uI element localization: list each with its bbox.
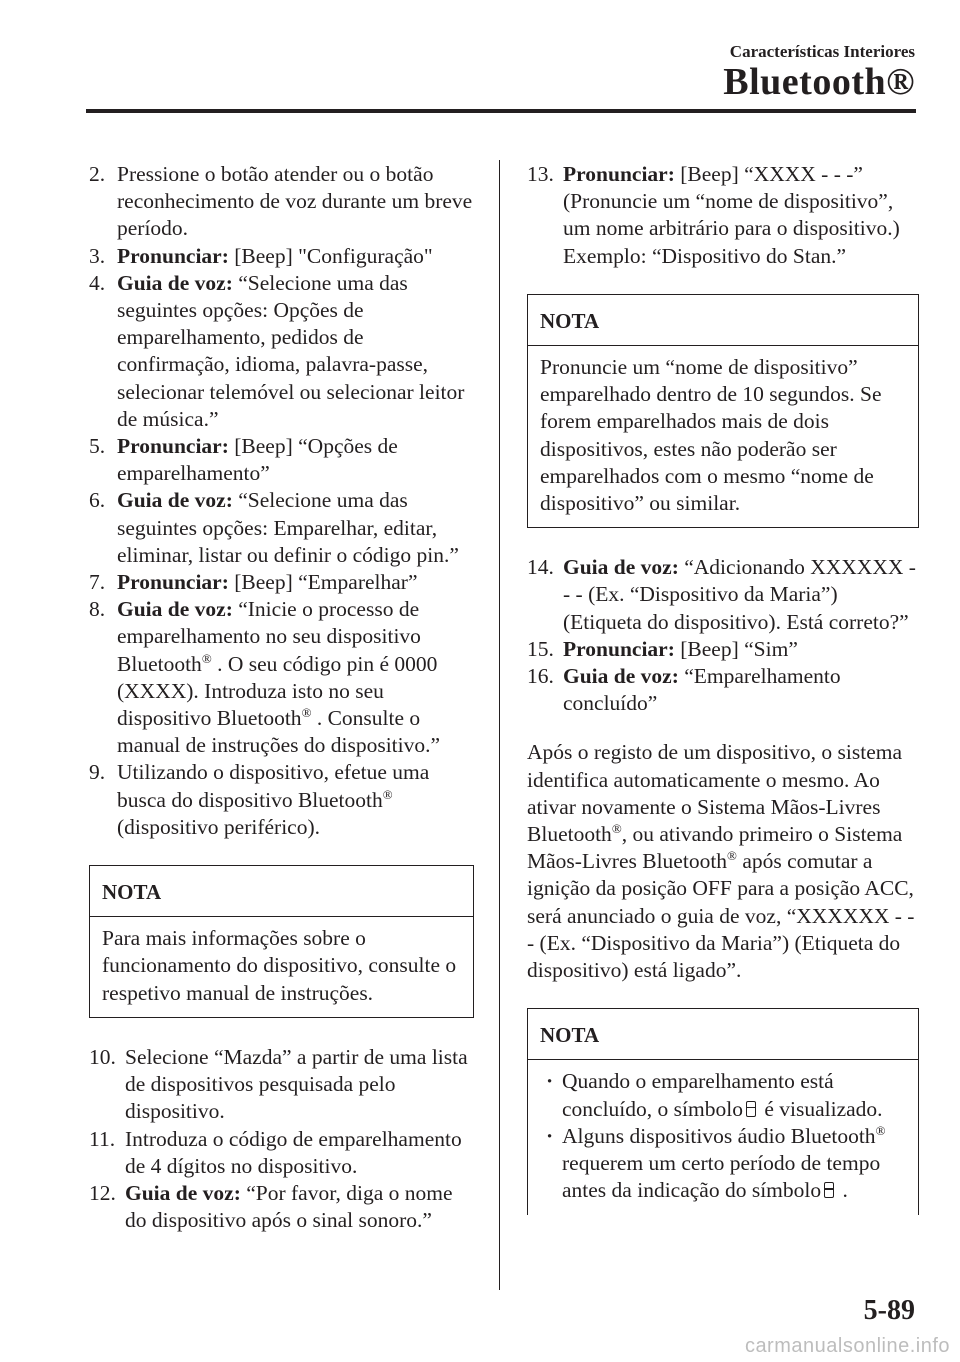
step-keyword: Guia de voz:: [563, 664, 679, 689]
note-body: Para mais informações sobre o funcionamento do dispositivo, consulte o respetivo manual de instruções.: [102, 926, 457, 1005]
step-text: [Beep] “Emparelhar”: [228, 570, 418, 595]
step-number: 13.: [527, 162, 554, 186]
step-keyword: Pronunciar:: [117, 243, 229, 268]
step-text: Introduza o código de emparelhamento de 4 dígitos no dispositivo.: [125, 1126, 462, 1178]
step-keyword: Guia de voz:: [563, 555, 679, 580]
header-rule: [86, 109, 916, 113]
step-11: [89, 1126, 474, 1180]
bullet-text: .: [837, 1178, 848, 1203]
step-text: . Consulte o manual de instruções do dispositivo.”: [117, 706, 441, 758]
paragraph: [527, 739, 919, 984]
step-text: “Emparelhamento concluído”: [563, 664, 841, 716]
bullet-text: Quando o emparelhamento está concluído, o símbolo: [562, 1069, 834, 1121]
step-8: [89, 596, 474, 759]
registered-mark: ®: [382, 786, 393, 802]
registered-mark: ®: [611, 821, 622, 837]
left-column: [89, 161, 474, 1234]
step-text: Pressione o botão atender ou o botão reconhecimento de voz durante um breve período.: [117, 162, 473, 241]
bullet-text: Alguns dispositivos áudio Bluetooth: [562, 1123, 876, 1148]
step-number: 7.: [89, 570, 106, 595]
step-keyword: Guia de voz:: [117, 597, 233, 622]
registered-mark: ®: [201, 650, 212, 666]
step-number: 2.: [89, 162, 106, 186]
right-column: [527, 161, 919, 1215]
step-text: “Inicie o processo de emparelhamento no seu dispositivo Bluetooth: [117, 597, 421, 676]
step-number: 8.: [89, 597, 106, 622]
step-13: [527, 161, 919, 270]
step-text: [Beep] "Configuração": [228, 243, 433, 268]
step-16: [527, 663, 919, 717]
step-number: 6.: [89, 488, 106, 513]
note-title: NOTA: [528, 295, 918, 346]
step-text: “Selecione uma das seguintes opções: Opções de emparelhamento, pedidos de confirmação, idioma, palavra-passe, selecionar telemóvel ou selecionar leitor de música.”: [117, 270, 465, 431]
watermark: carmanualsonline.info: [744, 1335, 950, 1357]
step-12: [89, 1180, 474, 1234]
step-keyword: Guia de voz:: [125, 1180, 241, 1205]
step-keyword: Guia de voz:: [117, 488, 233, 513]
step-7: [89, 569, 474, 596]
note-body: [528, 1060, 918, 1214]
step-number: 4.: [89, 270, 106, 295]
step-text: “Adicionando XXXXXX - - - (Ex. “Dispositivo da Maria”) (Etiqueta do dispositivo). Está correto?”: [563, 555, 916, 634]
step-text: (dispositivo periférico).: [117, 814, 321, 839]
step-number: 14.: [527, 555, 554, 580]
step-3: [89, 243, 474, 270]
page-number: 5-89: [863, 1295, 915, 1326]
step-text: “Selecione uma das seguintes opções: Emparelhar, editar, eliminar, listar ou definir o código pin.”: [117, 488, 459, 567]
step-text: [Beep] “Sim”: [674, 636, 798, 661]
step-number: 15.: [527, 636, 554, 661]
paragraph-text: , ou ativando primeiro o Sistema Mãos-Livres Bluetooth: [527, 822, 903, 874]
step-text: . O seu código pin é 0000 (XXXX). Introduza isto no seu dispositivo Bluetooth: [117, 651, 438, 731]
column-divider: [499, 160, 500, 1290]
registered-mark: ®: [875, 1122, 886, 1138]
step-keyword: Pronunciar:: [117, 570, 229, 595]
paragraph-text: Após o registo de um dispositivo, o sistema identifica automaticamente o mesmo. Ao ativar novamente o Sistema Mãos-Livres Bluetooth: [527, 740, 903, 847]
bluetooth-status-icon: [824, 1182, 834, 1198]
step-number: 9.: [89, 760, 106, 785]
step-10: [89, 1044, 474, 1126]
bullet-text: requerem um certo período de tempo antes da indicação do símbolo: [562, 1151, 881, 1203]
step-9: [89, 759, 474, 841]
step-number: 11.: [89, 1126, 116, 1151]
step-number: 16.: [527, 664, 554, 689]
note-box: [527, 1008, 919, 1214]
step-keyword: Pronunciar:: [117, 434, 229, 459]
note-bullet: [540, 1068, 908, 1122]
step-number: 10.: [89, 1044, 116, 1069]
step-text: [Beep] “XXXX - - -” (Pronuncie um “nome de dispositivo”, um nome arbitrário para o dispositivo.) Exemplo: “Dispositivo do Stan.”: [563, 162, 900, 268]
step-14: [527, 554, 919, 636]
step-keyword: Pronunciar:: [563, 636, 675, 661]
header-section: Características Interiores: [729, 42, 915, 61]
note-box: [527, 294, 919, 528]
bluetooth-status-icon: [746, 1101, 756, 1117]
header-title: Bluetooth®: [723, 61, 915, 103]
step-6: [89, 487, 474, 569]
step-number: 12.: [89, 1180, 116, 1205]
step-5: [89, 433, 474, 487]
step-text: “Por favor, diga o nome do dispositivo após o sinal sonoro.”: [125, 1180, 453, 1233]
step-keyword: Pronunciar:: [563, 162, 675, 186]
bullet-text: é visualizado.: [758, 1096, 883, 1121]
step-text: Selecione “Mazda” a partir de uma lista de dispositivos pesquisada pelo dispositivo.: [125, 1044, 468, 1124]
step-keyword: Guia de voz:: [117, 270, 233, 295]
registered-mark: ®: [727, 848, 737, 864]
note-title: NOTA: [528, 1009, 918, 1060]
step-4: [89, 270, 474, 433]
paragraph-text: após comutar a ignição da posição OFF para a posição ACC, será anunciado o guia de voz, “XXXXXX - - - (Ex. “Dispositivo da Maria”) (Etiqueta do dispositivo) está ligado”.: [527, 849, 915, 983]
registered-mark: ®: [301, 705, 312, 721]
step-text: Utilizando o dispositivo, efetue uma busca do dispositivo Bluetooth: [117, 760, 430, 812]
step-2: [89, 161, 474, 243]
step-number: 5.: [89, 434, 106, 459]
note-body: Pronuncie um “nome de dispositivo” emparelhado dentro de 10 segundos. Se forem emparelhados mais de dois dispositivos, estes não poderão ser emparelhados com o mesmo “nome de dispositivo” ou similar.: [540, 355, 882, 516]
note-bullet: [540, 1123, 908, 1205]
note-title: NOTA: [90, 866, 473, 917]
step-text: [Beep] “Opções de emparelhamento”: [117, 434, 398, 486]
note-box: [89, 865, 474, 1018]
step-15: [527, 636, 919, 663]
step-number: 3.: [89, 243, 106, 268]
